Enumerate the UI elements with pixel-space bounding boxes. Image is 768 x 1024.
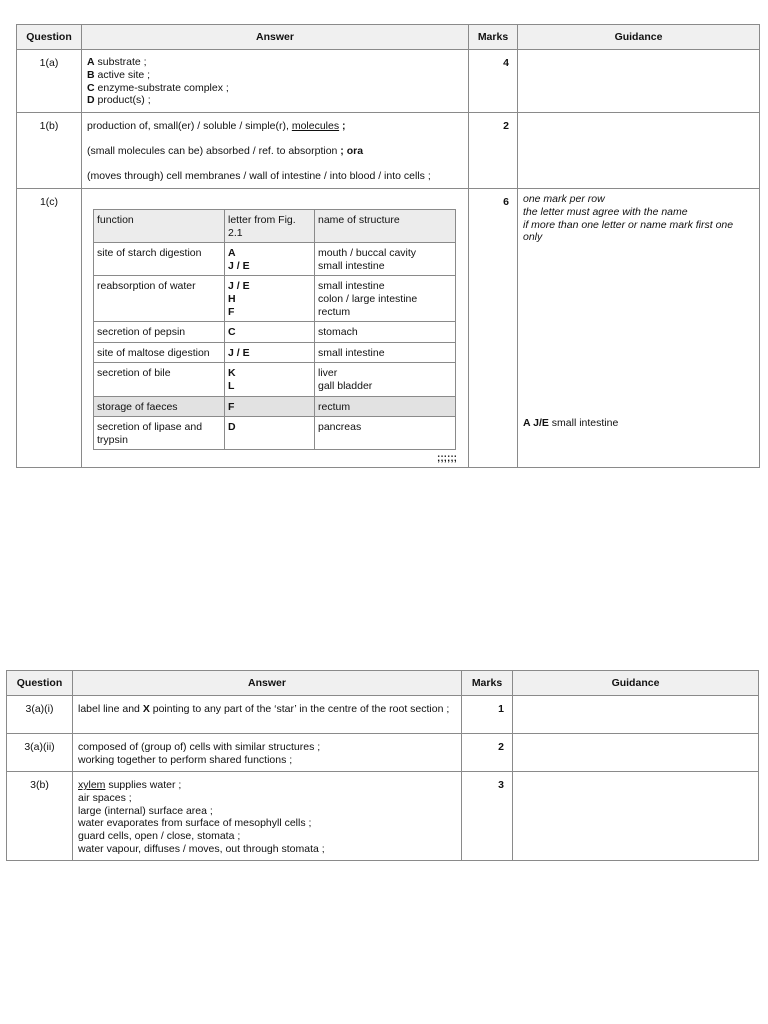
guidance-cell	[518, 50, 760, 113]
mark-scheme-table-2	[6, 670, 759, 861]
guidance-line: the letter must agree with the name	[523, 205, 688, 218]
function-cell: site of maltose digestion	[94, 342, 225, 363]
letter-cell: C	[225, 322, 315, 343]
question-number: 3(a)(ii)	[7, 734, 73, 772]
guidance-line: one mark per row	[523, 193, 605, 205]
marks-value: 1	[462, 696, 513, 734]
inner-row	[94, 276, 456, 322]
structure-cell: rectum	[315, 396, 456, 417]
row-1a	[17, 50, 760, 113]
answer-line: water vapour, diffuses / moves, out through stomata ;	[78, 842, 325, 855]
answer-cell	[73, 734, 462, 772]
answer-line: xylem supplies water ;	[78, 779, 182, 791]
letter-cell: J / E	[225, 342, 315, 363]
answer-cell	[82, 113, 469, 189]
guidance-cell	[518, 189, 760, 468]
guidance-cell	[513, 696, 759, 734]
answer-line: water evaporates from surface of mesophyll cells ;	[78, 817, 312, 830]
row-1b	[17, 113, 760, 189]
function-cell: site of starch digestion	[94, 243, 225, 276]
marks-value: 3	[462, 772, 513, 861]
guidance-cell	[518, 113, 760, 189]
answer-line: air spaces ;	[78, 791, 132, 804]
question-number: 1(c)	[17, 189, 82, 468]
function-cell: secretion of bile	[94, 363, 225, 396]
guidance-line: if more than one letter or name mark first one only	[523, 218, 734, 244]
answer-line: C enzyme-substrate complex ;	[87, 81, 229, 94]
answer-cell	[82, 189, 469, 468]
answer-line: large (internal) surface area ;	[78, 804, 213, 817]
header-question: Question	[17, 25, 82, 50]
organ-function-table	[93, 209, 456, 450]
header-question: Question	[7, 671, 73, 696]
inner-row	[94, 417, 456, 450]
letter-cell: F	[225, 396, 315, 417]
function-cell: secretion of pepsin	[94, 322, 225, 343]
marks-value: 4	[469, 50, 518, 113]
structure-cell: small intestine	[315, 342, 456, 363]
inner-header-row	[94, 210, 456, 243]
header-marks: Marks	[462, 671, 513, 696]
inner-row	[94, 243, 456, 276]
answer-line: working together to perform shared functions ;	[78, 753, 293, 766]
marks-value: 2	[462, 734, 513, 772]
inner-row	[94, 322, 456, 343]
inner-header-function: function	[94, 210, 225, 243]
marks-value: 6	[469, 189, 518, 468]
guidance-cell	[513, 772, 759, 861]
structure-cell: liver gall bladder	[315, 363, 456, 396]
mark-scheme-table-1	[16, 24, 760, 468]
row-1c	[17, 189, 760, 468]
inner-row	[94, 363, 456, 396]
guidance-cell	[513, 734, 759, 772]
inner-row	[94, 396, 456, 417]
letter-cell: K L	[225, 363, 315, 396]
header-row	[17, 25, 760, 50]
row-3b	[7, 772, 759, 861]
question-number: 1(a)	[17, 50, 82, 113]
question-number: 1(b)	[17, 113, 82, 189]
function-cell: reabsorption of water	[94, 276, 225, 322]
header-guidance: Guidance	[518, 25, 760, 50]
structure-cell: small intestine colon / large intestine rectum	[315, 276, 456, 322]
answer-line: guard cells, open / close, stomata ;	[78, 830, 241, 843]
answer-line: B active site ;	[87, 68, 151, 81]
structure-cell: pancreas	[315, 417, 456, 450]
header-answer: Answer	[73, 671, 462, 696]
answer-cell: label line and X pointing to any part of the ‘star’ in the centre of the root section ;	[73, 696, 462, 734]
question-number: 3(a)(i)	[7, 696, 73, 734]
letter-cell: D	[225, 417, 315, 450]
row-3ai	[7, 696, 759, 734]
row-3aii	[7, 734, 759, 772]
structure-cell: stomach	[315, 322, 456, 343]
answer-line: (small molecules can be) absorbed / ref. to absorption ; ora	[87, 144, 364, 157]
answer-line: D product(s) ;	[87, 94, 151, 107]
inner-header-letter: letter from Fig. 2.1	[225, 210, 315, 243]
answer-line: production of, small(er) / soluble / simple(r), molecules ;	[87, 120, 346, 132]
inner-header-name: name of structure	[315, 210, 456, 243]
question-number: 3(b)	[7, 772, 73, 861]
marks-value: 2	[469, 113, 518, 189]
structure-cell: mouth / buccal cavity small intestine	[315, 243, 456, 276]
inner-row	[94, 342, 456, 363]
mark-points: ;;;;;;	[437, 453, 457, 465]
letter-cell: J / E H F	[225, 276, 315, 322]
answer-line: composed of (group of) cells with similar structures ;	[78, 741, 321, 753]
answer-line: (moves through) cell membranes / wall of intestine / into blood / into cells ;	[87, 169, 431, 182]
guidance-accept: A J/E small intestine	[523, 417, 619, 429]
function-cell: secretion of lipase and trypsin	[94, 417, 225, 450]
answer-cell	[73, 772, 462, 861]
header-answer: Answer	[82, 25, 469, 50]
answer-cell	[82, 50, 469, 113]
header-marks: Marks	[469, 25, 518, 50]
function-cell: storage of faeces	[94, 396, 225, 417]
answer-line: A substrate ;	[87, 56, 147, 68]
header-guidance: Guidance	[513, 671, 759, 696]
letter-cell: A J / E	[225, 243, 315, 276]
header-row	[7, 671, 759, 696]
